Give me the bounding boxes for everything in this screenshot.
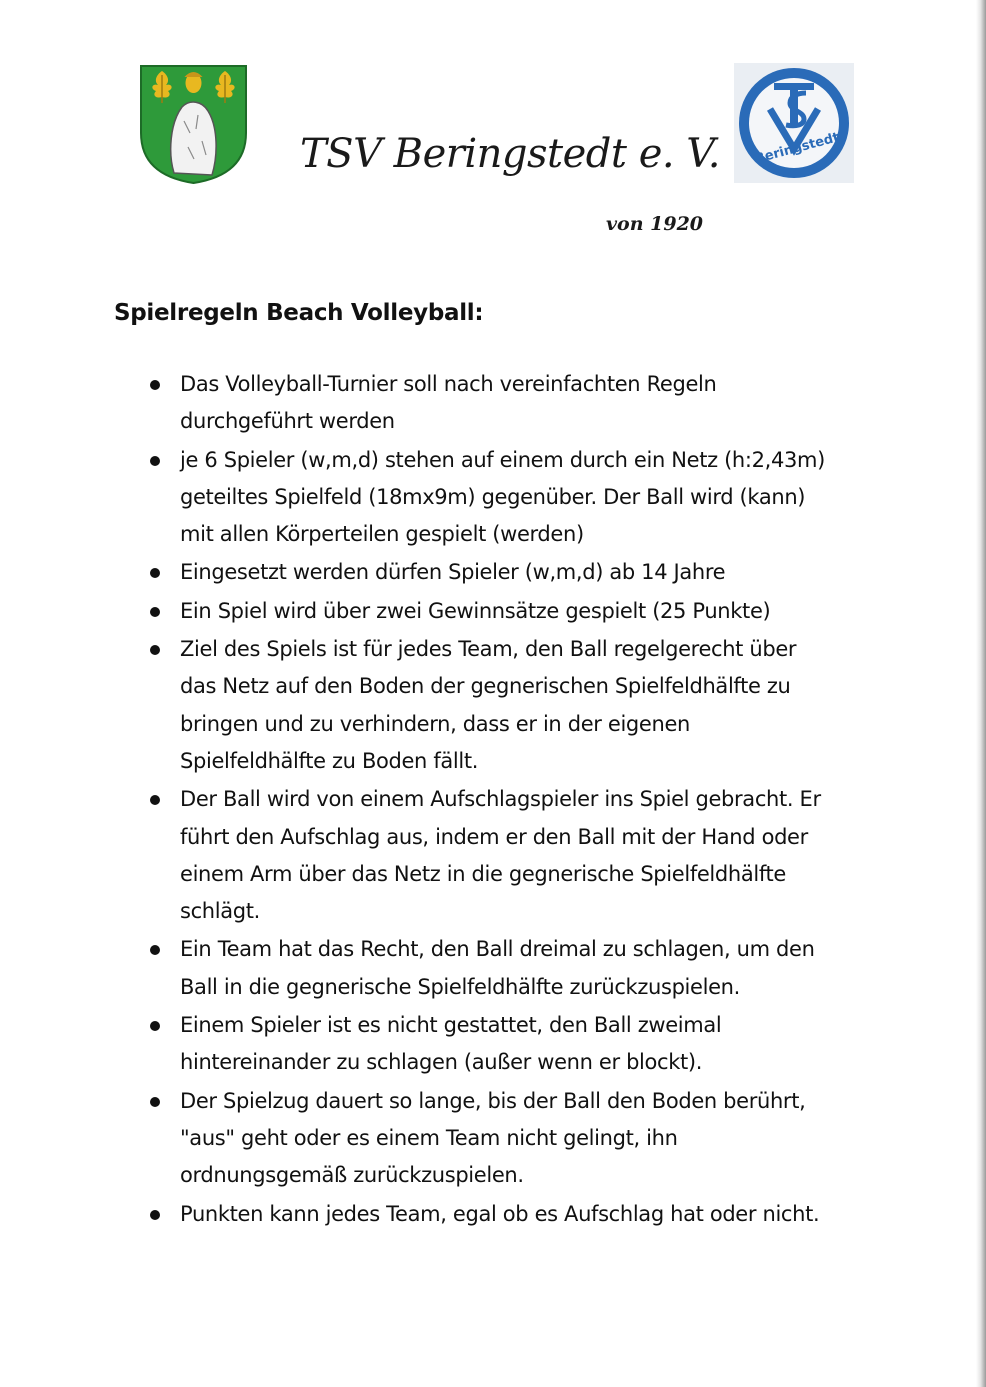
- rule-item: [180, 1083, 880, 1195]
- rule-item: [180, 554, 880, 591]
- rule-text: Ein Spiel wird über zwei Gewinnsätze gespielt (25 Punkte): [180, 598, 771, 623]
- rule-text: je 6 Spieler (w,m,d) stehen auf einem durch ein Netz (h:2,43m) geteiltes Spielfeld (18mx9m) gegenüber. Der Ball wird (kann) mit allen Körperteilen gespielt (werden): [180, 447, 825, 547]
- crest-icon: [138, 63, 249, 186]
- club-name: TSV Beringstedt e. V.: [300, 131, 720, 177]
- rule-text: Ziel des Spiels ist für jedes Team, den Ball regelgerecht über das Netz auf den Boden der gegnerischen Spielfeldhälfte zu bringen und zu verhindern, dass er in der eigenen Spielfeldhälfte zu Boden fällt.: [180, 637, 797, 773]
- rule-item: [180, 366, 880, 441]
- rule-text: Eingesetzt werden dürfen Spieler (w,m,d) ab 14 Jahre: [180, 560, 726, 585]
- rule-item: [180, 1007, 880, 1082]
- bullet-icon: [150, 456, 160, 466]
- rule-item: [180, 442, 880, 554]
- founded-year: von 1920: [606, 213, 704, 235]
- rule-item: [180, 593, 880, 630]
- rule-text: Der Spielzug dauert so lange, bis der Ball den Boden berührt, "aus" geht oder es einem Team nicht gelingt, ihn ordnungsgemäß zurückzuspielen.: [180, 1088, 806, 1188]
- club-logo-text: Beringstedt: [753, 130, 841, 167]
- rules-list: [180, 366, 880, 1234]
- bullet-icon: [150, 607, 160, 617]
- rule-text: Punkten kann jedes Team, egal ob es Aufschlag hat oder nicht.: [180, 1201, 820, 1226]
- rule-text: Ein Team hat das Recht, den Ball dreimal zu schlagen, um den Ball in die gegnerische Spielfeldhälfte zurückzuspielen.: [180, 937, 815, 999]
- club-logo-icon: [734, 63, 854, 183]
- rule-text: Einem Spieler ist es nicht gestattet, den Ball zweimal hintereinander zu schlagen (außer wenn er blockt).: [180, 1013, 722, 1075]
- bullet-icon: [150, 1097, 160, 1107]
- rule-item: [180, 1196, 880, 1233]
- bullet-icon: [150, 568, 160, 578]
- bullet-icon: [150, 795, 160, 805]
- rule-text: Das Volleyball-Turnier soll nach vereinfachten Regeln durchgeführt werden: [180, 372, 717, 434]
- rule-item: [180, 631, 880, 780]
- rules-heading: Spielregeln Beach Volleyball:: [114, 300, 484, 326]
- rule-text: Der Ball wird von einem Aufschlagspieler ins Spiel gebracht. Er führt den Aufschlag aus, indem er den Ball mit der Hand oder einem Arm über das Netz in die gegnerische Spielfeldhälfte schlägt.: [180, 787, 821, 924]
- bullet-icon: [150, 380, 160, 390]
- rule-item: [180, 781, 880, 930]
- bullet-icon: [150, 945, 160, 955]
- bullet-icon: [150, 1210, 160, 1220]
- club-logo-monogram: [734, 63, 735, 64]
- bullet-icon: [150, 645, 160, 655]
- page-edge-shadow: [976, 0, 986, 1387]
- bullet-icon: [150, 1021, 160, 1031]
- rule-item: [180, 931, 880, 1006]
